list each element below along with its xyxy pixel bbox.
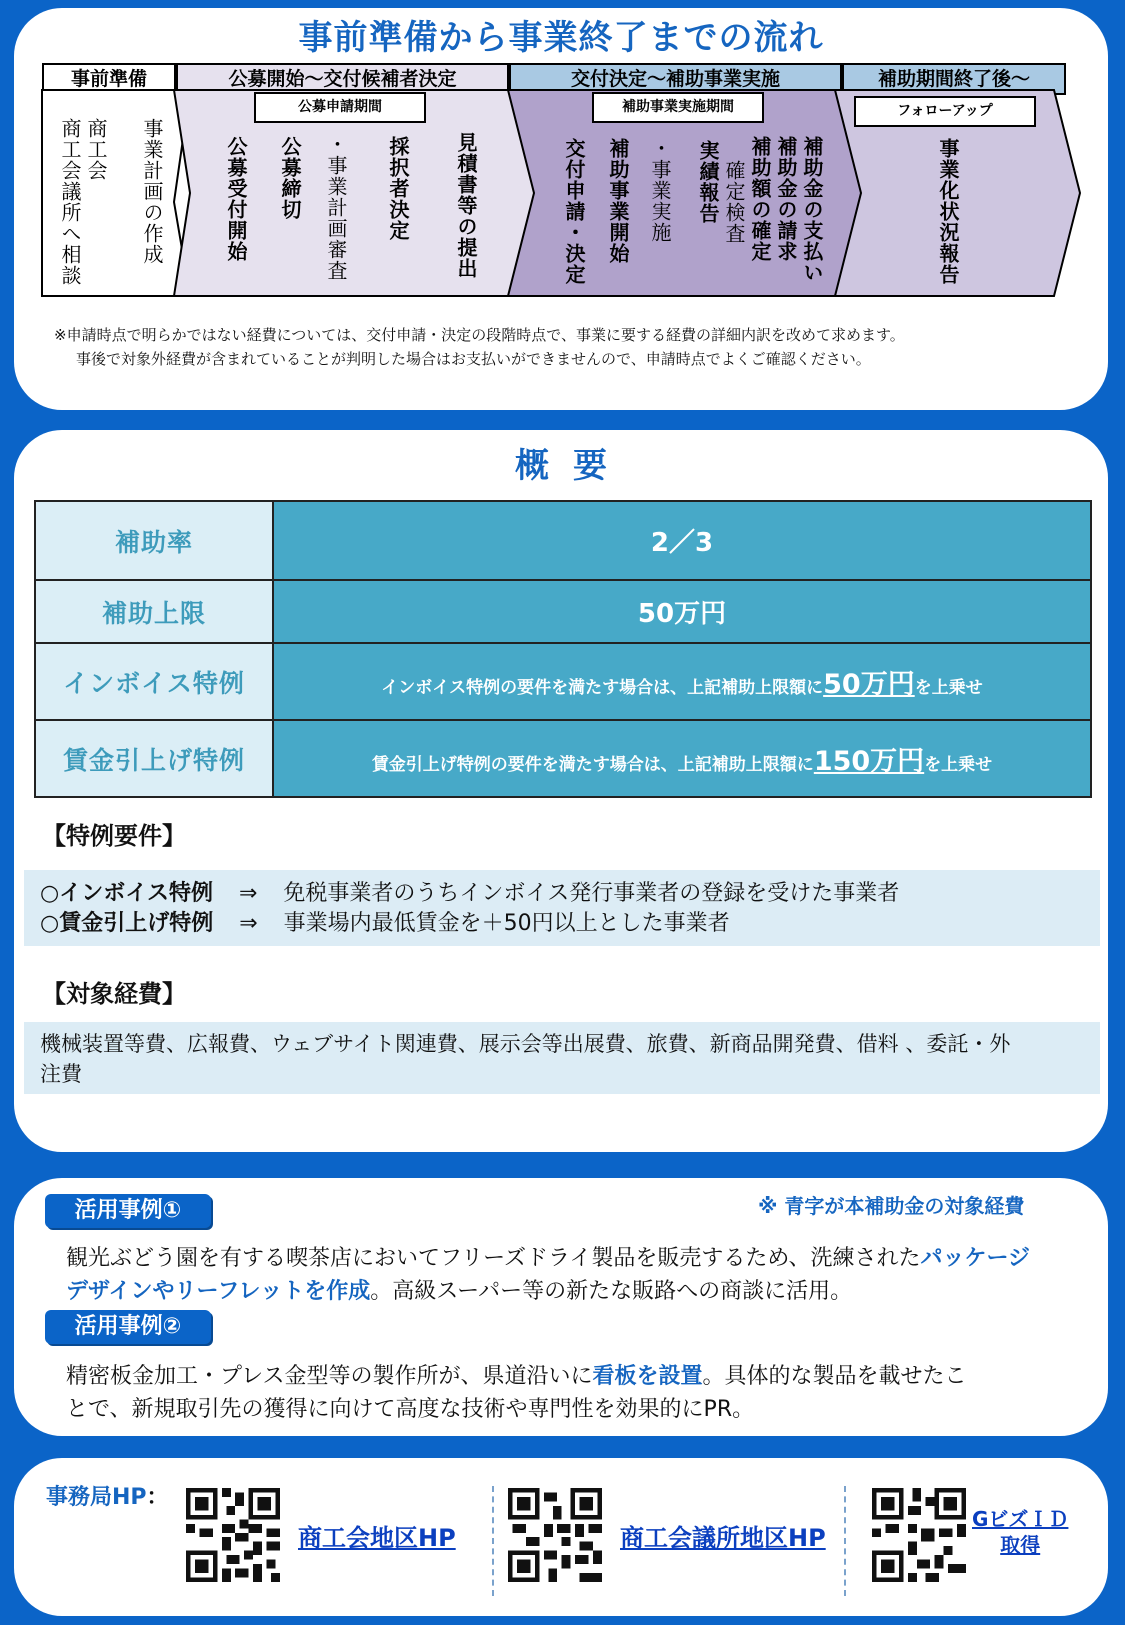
table-row	[35, 501, 1091, 580]
costs-line-2: 注費	[40, 1062, 82, 1086]
qr-code-chamber[interactable]	[508, 1488, 602, 1582]
case-2-tag: 活用事例②	[45, 1310, 211, 1344]
wage-label: 賃金引上げ特例	[35, 720, 273, 797]
case-1-text: 観光ぶどう園を有する喫茶店においてフリーズドライ製品を販売するため、洗練されたパッケージ デザインやリーフレットを作成。高級スーパー等の新たな販路への商談に活用。	[66, 1246, 1031, 1304]
step-review: ・事業計画審査	[324, 134, 348, 281]
period-application: 公募申請期間	[254, 92, 426, 123]
period-followup: フォローアップ	[854, 96, 1036, 127]
case-1-highlight: パッケージ	[920, 1246, 1031, 1271]
step-grant-decision: 交付申請・決定	[562, 138, 586, 285]
step-selection: 採択者決定	[386, 136, 410, 241]
costs-box	[24, 1022, 1100, 1094]
links-panel	[14, 1458, 1108, 1616]
qr-code-gbizid[interactable]	[872, 1488, 966, 1582]
invoice-value: インボイス特例の要件を満たす場合は、上記補助上限額に50万円を上乗せ	[273, 643, 1091, 720]
step-commercialization-report: 事業化状況報告	[936, 138, 960, 285]
overview-panel	[14, 430, 1108, 1152]
requirements-heading: 【特例要件】	[42, 822, 186, 850]
flow-note-2: 事後で対象外経費が含まれていることが判明した場合はお支払いができませんので、申請時点でよくご確認ください。	[76, 350, 871, 368]
prep-step-plan: 事業計画の作成	[140, 118, 164, 265]
qr-code-shokokai[interactable]	[186, 1488, 280, 1582]
period-implementation: 補助事業実施期間	[592, 92, 764, 123]
gbizid-link[interactable]: GビズＩＤ 取得	[972, 1507, 1069, 1557]
divider	[844, 1486, 846, 1596]
flow-title: 事前準備から事業終了までの流れ	[298, 18, 824, 58]
cases-panel	[14, 1178, 1108, 1436]
case-2-text: 精密板金加工・プレス金型等の製作所が、県道沿いに看板を設置。具体的な製品を載せたこ とで、新規取引先の獲得に向けて高度な技術や専門性を効果的にPR。	[66, 1364, 967, 1422]
wage-amount: 150万円	[813, 746, 925, 777]
limit-value: 50万円	[273, 580, 1091, 643]
step-open: 公募受付開始	[224, 136, 248, 262]
requirements-box	[24, 870, 1100, 946]
step-confirm-amount: 補助額の確定	[748, 136, 772, 262]
table-row	[35, 580, 1091, 643]
case-1-tag: 活用事例①	[45, 1194, 211, 1228]
requirement-wage: ○賃金引上げ特例 ⇒ 事業場内最低賃金を＋50円以上とした事業者	[40, 911, 730, 936]
requirement-invoice: ○インボイス特例 ⇒ 免税事業者のうちインボイス発行事業者の登録を受けた事業者	[40, 881, 900, 906]
phase-prep: 事前準備	[42, 63, 176, 95]
costs-line-1: 機械装置等費、広報費、ウェブサイト関連費、展示会等出展費、旅費、新商品開発費、借料 、委託・外	[40, 1032, 1011, 1056]
phase-application: 公募開始～交付候補者決定	[176, 63, 509, 95]
cases-note: ※ 青字が本補助金の対象経費	[758, 1194, 1025, 1218]
step-execution: ・事業実施	[648, 138, 672, 243]
table-row	[35, 720, 1091, 797]
invoice-label: インボイス特例	[35, 643, 273, 720]
wage-value: 賃金引上げ特例の要件を満たす場合は、上記補助上限額に150万円を上乗せ	[273, 720, 1091, 797]
overview-table	[34, 500, 1092, 798]
case-2-highlight: 看板を設置	[592, 1364, 703, 1389]
step-start: 補助事業開始	[606, 138, 630, 264]
shokokai-link[interactable]: 商工会地区HP	[298, 1524, 456, 1552]
flow-note-1: ※申請時点で明らかではない経費については、交付申請・決定の段階時点で、事業に要する経費の詳細内訳を改めて求めます。	[54, 326, 905, 344]
step-payment: 補助金の支払い	[800, 136, 824, 283]
phase-followup: 補助期間終了後～	[842, 63, 1066, 95]
prep-step-shokokai: 商工会	[84, 118, 108, 181]
step-estimate: 見積書等の提出	[454, 132, 478, 279]
step-inspection: 確定検査	[722, 160, 746, 244]
chamber-link[interactable]: 商工会議所地区HP	[620, 1524, 826, 1552]
table-row	[35, 643, 1091, 720]
limit-label: 補助上限	[35, 580, 273, 643]
prep-step-consult: 商工会議所へ相談	[58, 118, 82, 286]
overview-title: 概要	[515, 446, 631, 486]
rate-label: 補助率	[35, 501, 273, 580]
phase-implementation: 交付決定～補助事業実施	[509, 63, 842, 95]
divider	[492, 1486, 494, 1596]
case-1-highlight: デザインやリーフレットを作成	[66, 1279, 371, 1304]
invoice-amount: 50万円	[823, 669, 915, 700]
office-hp-label: 事務局HP：	[46, 1485, 169, 1510]
flow-panel	[14, 8, 1108, 410]
step-deadline: 公募締切	[278, 136, 302, 220]
step-claim: 補助金の請求	[774, 136, 798, 262]
costs-heading: 【対象経費】	[42, 980, 186, 1008]
step-report: 実績報告	[696, 140, 720, 224]
rate-value: 2／3	[273, 501, 1091, 580]
